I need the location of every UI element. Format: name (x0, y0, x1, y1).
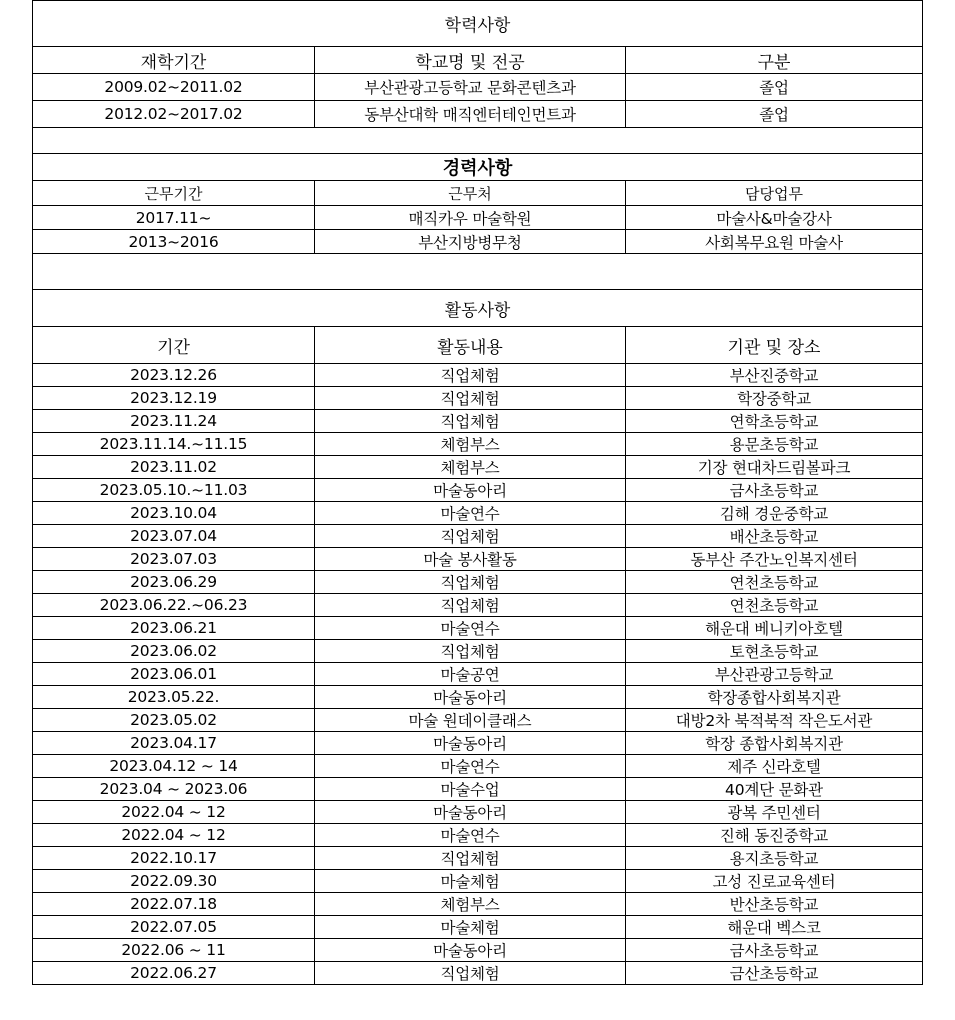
activity-row (33, 617, 923, 640)
activity-period: 2022.07.05 (33, 916, 315, 939)
activity-content: 직업체험 (315, 962, 626, 985)
career-header-row (33, 181, 923, 206)
activity-organization: 연학초등학교 (626, 410, 923, 433)
activity-period: 2023.12.19 (33, 387, 315, 410)
career-row (33, 230, 923, 254)
activity-period: 2023.12.26 (33, 364, 315, 387)
activity-organization: 학장 종합사회복지관 (626, 732, 923, 755)
activity-row (33, 364, 923, 387)
activity-row (33, 387, 923, 410)
activity-content: 직업체험 (315, 847, 626, 870)
career-section-title: 경력사항 (33, 154, 923, 181)
activity-row (33, 939, 923, 962)
activity-organization: 김해 경운중학교 (626, 502, 923, 525)
activity-content: 체험부스 (315, 893, 626, 916)
activity-period: 2023.06.01 (33, 663, 315, 686)
spacer-row (33, 128, 923, 154)
workplace: 매직카우 마술학원 (315, 206, 626, 230)
header-duties: 담당업무 (626, 181, 923, 206)
activity-period: 2022.10.17 (33, 847, 315, 870)
activity-row (33, 709, 923, 732)
activity-row (33, 502, 923, 525)
activity-period: 2022.09.30 (33, 870, 315, 893)
activity-period: 2023.05.22. (33, 686, 315, 709)
category: 졸업 (626, 101, 923, 128)
activity-organization: 용지초등학교 (626, 847, 923, 870)
duties: 마술사&마술강사 (626, 206, 923, 230)
activity-content: 직업체험 (315, 594, 626, 617)
header-organization-place: 기관 및 장소 (626, 327, 923, 364)
activity-organization: 해운대 베니키아호텔 (626, 617, 923, 640)
activity-content: 직업체험 (315, 387, 626, 410)
activity-row (33, 410, 923, 433)
activity-row (33, 571, 923, 594)
activity-content: 마술연수 (315, 824, 626, 847)
activity-row (33, 548, 923, 571)
category: 졸업 (626, 74, 923, 101)
activity-period: 2023.10.04 (33, 502, 315, 525)
activity-content: 마술연수 (315, 502, 626, 525)
header-enrollment-period: 재학기간 (33, 47, 315, 74)
activity-organization: 광복 주민센터 (626, 801, 923, 824)
activity-organization: 연천초등학교 (626, 594, 923, 617)
activity-period: 2023.06.02 (33, 640, 315, 663)
activity-organization: 연천초등학교 (626, 571, 923, 594)
activity-period: 2023.06.21 (33, 617, 315, 640)
enrollment-period: 2009.02~2011.02 (33, 74, 315, 101)
career-row (33, 206, 923, 230)
activity-organization: 학장종합사회복지관 (626, 686, 923, 709)
activity-content: 체험부스 (315, 456, 626, 479)
empty-cell (33, 128, 923, 154)
activity-period: 2023.06.22.~06.23 (33, 594, 315, 617)
activity-row (33, 870, 923, 893)
activity-period: 2023.07.04 (33, 525, 315, 548)
header-period: 기간 (33, 327, 315, 364)
activity-content: 마술동아리 (315, 801, 626, 824)
activity-period: 2023.11.24 (33, 410, 315, 433)
duties: 사회복무요원 마술사 (626, 230, 923, 254)
header-work-period: 근무기간 (33, 181, 315, 206)
activity-period: 2023.04 ~ 2023.06 (33, 778, 315, 801)
activity-row (33, 479, 923, 502)
header-school-major: 학교명 및 전공 (315, 47, 626, 74)
activity-row (33, 801, 923, 824)
activity-content: 마술 봉사활동 (315, 548, 626, 571)
activity-row (33, 594, 923, 617)
activities-title-row (33, 290, 923, 327)
activity-period: 2023.07.03 (33, 548, 315, 571)
work-period: 2013~2016 (33, 230, 315, 254)
activity-organization: 반산초등학교 (626, 893, 923, 916)
school-major: 부산관광고등학교 문화콘텐츠과 (315, 74, 626, 101)
activity-organization: 부산진중학교 (626, 364, 923, 387)
activity-period: 2022.07.18 (33, 893, 315, 916)
resume-table (32, 0, 923, 985)
activity-organization: 토현초등학교 (626, 640, 923, 663)
activity-organization: 금사초등학교 (626, 939, 923, 962)
activity-period: 2023.04.12 ~ 14 (33, 755, 315, 778)
education-section-title: 학력사항 (33, 1, 923, 47)
activity-row (33, 916, 923, 939)
activity-content: 직업체험 (315, 364, 626, 387)
activity-row (33, 962, 923, 985)
activity-content: 마술동아리 (315, 939, 626, 962)
activity-content: 마술동아리 (315, 686, 626, 709)
activity-period: 2023.11.02 (33, 456, 315, 479)
header-activity: 활동내용 (315, 327, 626, 364)
activity-content: 마술공연 (315, 663, 626, 686)
activity-row (33, 778, 923, 801)
education-row (33, 74, 923, 101)
activity-content: 직업체험 (315, 525, 626, 548)
activity-organization: 금산초등학교 (626, 962, 923, 985)
activity-organization: 부산관광고등학교 (626, 663, 923, 686)
activity-organization: 배산초등학교 (626, 525, 923, 548)
activity-organization: 40계단 문화관 (626, 778, 923, 801)
header-category: 구분 (626, 47, 923, 74)
activity-row (33, 893, 923, 916)
spacer-row (33, 254, 923, 290)
activity-content: 마술동아리 (315, 732, 626, 755)
activity-content: 마술동아리 (315, 479, 626, 502)
activity-period: 2022.06 ~ 11 (33, 939, 315, 962)
activity-content: 직업체험 (315, 571, 626, 594)
activity-period: 2023.05.10.~11.03 (33, 479, 315, 502)
header-workplace: 근무처 (315, 181, 626, 206)
activity-row (33, 640, 923, 663)
activity-row (33, 433, 923, 456)
enrollment-period: 2012.02~2017.02 (33, 101, 315, 128)
activity-period: 2022.04 ~ 12 (33, 824, 315, 847)
activity-organization: 해운대 벡스코 (626, 916, 923, 939)
activity-organization: 학장중학교 (626, 387, 923, 410)
activity-organization: 제주 신라호텔 (626, 755, 923, 778)
education-title-row (33, 1, 923, 47)
empty-cell (33, 254, 923, 290)
activity-content: 마술연수 (315, 617, 626, 640)
education-header-row (33, 47, 923, 74)
activity-organization: 기장 현대차드림볼파크 (626, 456, 923, 479)
education-row (33, 101, 923, 128)
activity-row (33, 732, 923, 755)
activity-content: 직업체험 (315, 410, 626, 433)
activity-period: 2022.04 ~ 12 (33, 801, 315, 824)
work-period: 2017.11~ (33, 206, 315, 230)
activity-organization: 진해 동진중학교 (626, 824, 923, 847)
activity-content: 마술연수 (315, 755, 626, 778)
activity-period: 2023.11.14.~11.15 (33, 433, 315, 456)
activity-period: 2022.06.27 (33, 962, 315, 985)
activity-organization: 대방2차 북적북적 작은도서관 (626, 709, 923, 732)
activity-content: 마술수업 (315, 778, 626, 801)
activity-row (33, 456, 923, 479)
activity-content: 체험부스 (315, 433, 626, 456)
activity-row (33, 824, 923, 847)
activity-row (33, 847, 923, 870)
activity-period: 2023.05.02 (33, 709, 315, 732)
workplace: 부산지방병무청 (315, 230, 626, 254)
activity-organization: 용문초등학교 (626, 433, 923, 456)
activity-row (33, 755, 923, 778)
activity-period: 2023.06.29 (33, 571, 315, 594)
activity-row (33, 525, 923, 548)
activity-content: 마술 원데이클래스 (315, 709, 626, 732)
activity-period: 2023.04.17 (33, 732, 315, 755)
resume-table-container (32, 0, 922, 985)
school-major: 동부산대학 매직엔터테인먼트과 (315, 101, 626, 128)
activity-content: 직업체험 (315, 640, 626, 663)
activities-header-row (33, 327, 923, 364)
activity-organization: 동부산 주간노인복지센터 (626, 548, 923, 571)
activity-row (33, 663, 923, 686)
activities-section-title: 활동사항 (33, 290, 923, 327)
activity-row (33, 686, 923, 709)
career-title-row (33, 154, 923, 181)
activity-organization: 금사초등학교 (626, 479, 923, 502)
activity-organization: 고성 진로교육센터 (626, 870, 923, 893)
activity-content: 마술체험 (315, 916, 626, 939)
activity-content: 마술체험 (315, 870, 626, 893)
